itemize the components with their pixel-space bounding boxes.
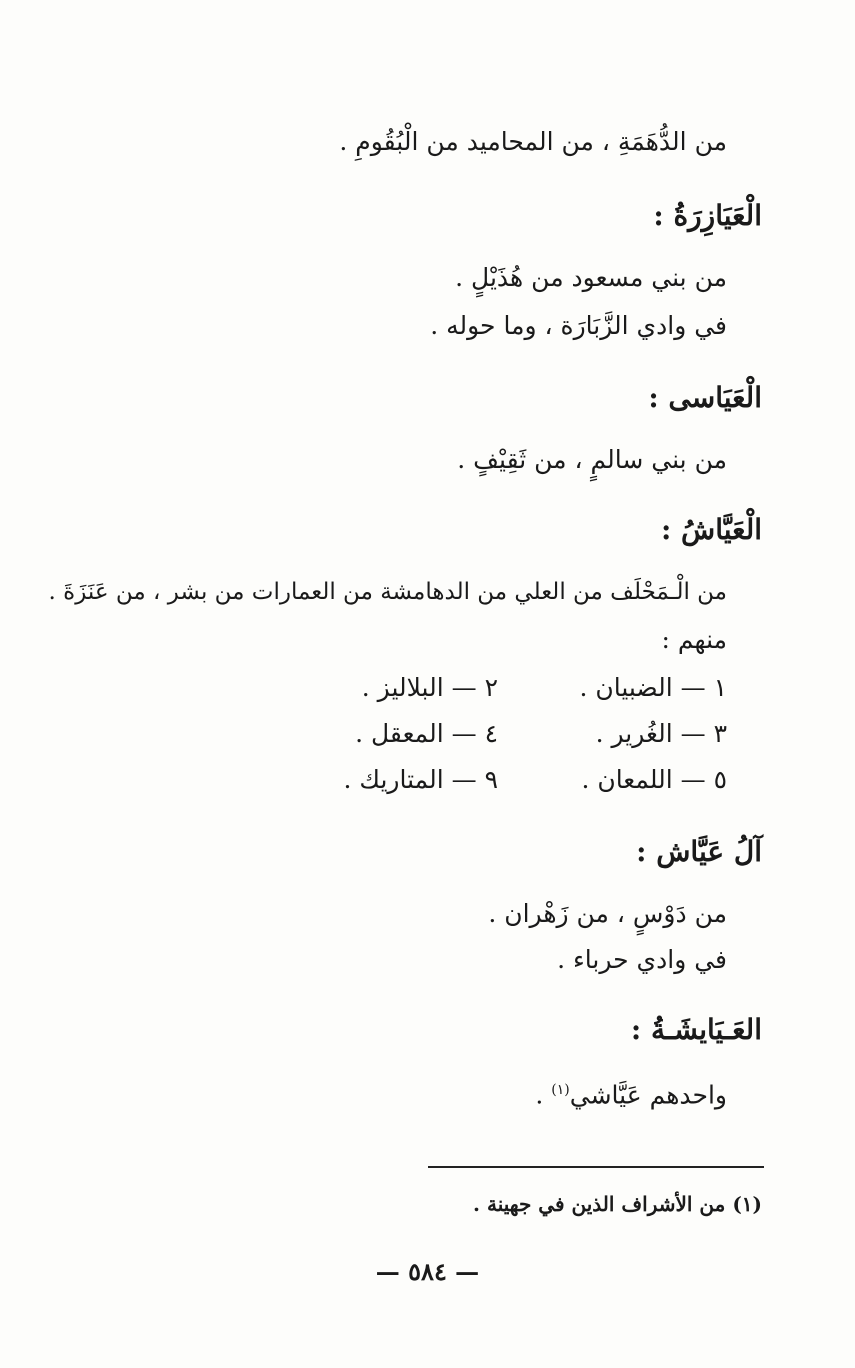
al-ayyash-line-1: من دَوْسٍ ، من زَهْران .: [488, 899, 727, 928]
ayaysha-line-1: [535, 1072, 727, 1113]
ayasi-line-1: من بني سالمٍ ، من ثَقِيْفٍ .: [457, 445, 727, 474]
heading-al-ayyash: آلُ عَيَّاش :: [636, 835, 762, 868]
ayazira-line-1: من بني مسعود من هُذَيْلٍ .: [455, 263, 727, 292]
footnote: (١) من الأشراف الذين في جهينة .: [473, 1192, 762, 1216]
heading-ayazira: الْعَيَازِرَةُ :: [653, 199, 762, 232]
ayaysha-end: .: [535, 1080, 552, 1110]
page-number: — ٥٨٤ —: [375, 1257, 480, 1286]
ayazira-line-2: في وادي الزَّبَارَة ، وما حوله .: [430, 311, 727, 340]
intro-line: من الدُّهَمَةِ ، من المحاميد من الْبُقُومِ .: [339, 127, 727, 156]
footnote-ref: (١): [551, 1082, 570, 1098]
ayyash-line-2: منهم :: [661, 625, 727, 654]
list-item: ٣ — الغُرير .: [595, 719, 727, 748]
list-item: ٩ — المتاريك .: [343, 765, 498, 794]
ayyash-line-1: من الْـمَحْلَف من العلي من الدهامشة من العمارات من بشر ، من عَنَزَةَ .: [48, 579, 727, 605]
heading-ayyash: الْعَيَّاشُ :: [660, 513, 762, 546]
ayaysha-text: واحدهم عَيَّاشي: [569, 1080, 727, 1110]
heading-ayasi: الْعَيَاسى :: [648, 381, 762, 414]
list-item: ٢ — البلاليز .: [361, 673, 498, 702]
al-ayyash-line-2: في وادي حرباء .: [557, 945, 727, 974]
list-item: ٤ — المعقل .: [355, 719, 498, 748]
footnote-separator: [428, 1166, 764, 1168]
list-item: ١ — الضبيان .: [579, 673, 727, 702]
list-item: ٥ — اللمعان .: [581, 765, 727, 794]
heading-ayaysha: العَـيَايشَـةُ :: [630, 1013, 762, 1046]
